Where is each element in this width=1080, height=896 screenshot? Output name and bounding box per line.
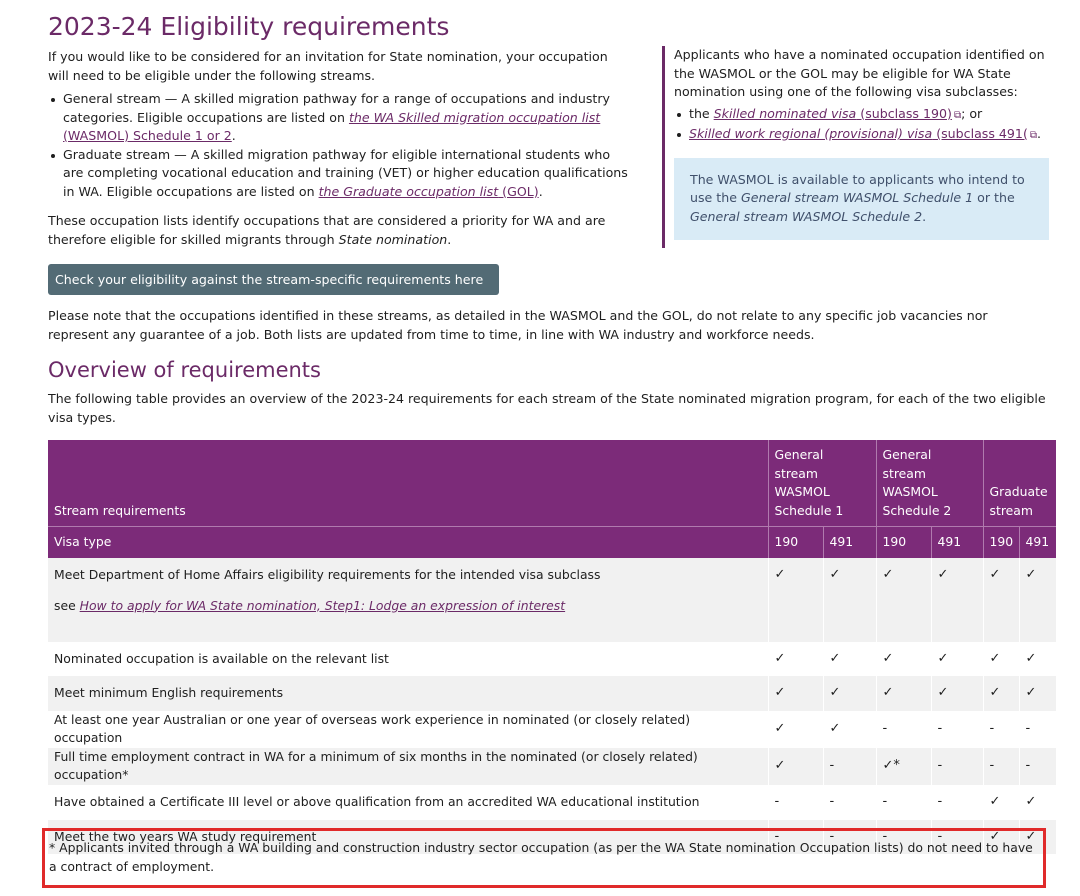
status-cell: ✓ xyxy=(876,676,931,711)
overview-intro: The following table provides an overview of the 2023-24 requirements for each stream of the State nominated migration program, for each of the two eligible visa types. xyxy=(48,391,1046,425)
visa-code: 190 xyxy=(983,527,1019,558)
intro-text: If you would like to be considered for an invitation for State nomination, your occupation will need to be eligible under the following streams. xyxy=(48,49,608,83)
status-cell: ✓ xyxy=(876,558,931,642)
table-row xyxy=(48,676,1056,711)
header-general-schedule-1: General stream WASMOL Schedule 1 xyxy=(768,440,876,527)
status-cell: ✓ xyxy=(931,676,983,711)
page-title: 2023-24 Eligibility requirements xyxy=(48,12,450,41)
status-cell: ✓ xyxy=(768,558,823,642)
status-cell: ✓ xyxy=(768,642,823,677)
requirement-cell: Meet Department of Home Affairs eligibility requirements for the intended visa subclass see How to apply for WA State nomination, Step1: Lodge an expression of interest xyxy=(48,558,768,642)
table-row xyxy=(48,642,1056,677)
stream-text: General stream — A skilled migration pathway for a range of occupations and industry categories. Eligible occupations are listed on xyxy=(63,91,610,125)
visa-code: 491 xyxy=(1019,527,1056,558)
skilled-nominated-visa-link[interactable]: Skilled nominated visa (subclass 190) xyxy=(713,105,952,121)
status-cell: ✓ xyxy=(876,642,931,677)
requirement-cell: Full time employment contract in WA for a minimum of six months in the nominated (or closely related) occupation* xyxy=(48,748,768,785)
requirements-table xyxy=(48,440,1056,854)
status-cell: ✓ xyxy=(823,558,876,642)
requirement-cell: At least one year Australian or one year of overseas work experience in nominated (or closely related) occupation xyxy=(48,711,768,748)
visa-code: 190 xyxy=(768,527,823,558)
status-cell: ✓ xyxy=(931,642,983,677)
wasmol-link[interactable]: the WA Skilled migration occupation list (WASMOL) Schedule 1 or 2 xyxy=(63,109,601,143)
list-item: the Skilled nominated visa (subclass 190) ⧉; or xyxy=(674,105,1058,126)
status-cell: - xyxy=(931,711,983,748)
skilled-regional-visa-link[interactable]: Skilled work regional (provisional) visa (subclass 491( xyxy=(689,126,1028,141)
table-row xyxy=(48,711,1056,748)
status-cell: ✓ xyxy=(983,642,1019,677)
status-cell: ✓ xyxy=(983,558,1019,642)
requirement-cell: Have obtained a Certificate III level or above qualification from an accredited WA educational institution xyxy=(48,785,768,820)
status-cell: ✓ xyxy=(823,642,876,677)
list-item: Graduate stream — A skilled migration pathway for eligible international students who are completing vocational education and training (VET) or higher education qualifications in WA. Eligible occupations are listed on the Graduate occupation list (GOL). xyxy=(48,146,628,202)
status-cell: - xyxy=(768,820,823,855)
requirement-cell: Nominated occupation is available on the relevant list xyxy=(48,642,768,677)
stream-text: Graduate stream — A skilled migration pathway for eligible international students who are completing vocational education and training (VET) or higher education qualifications in WA. Eligible occupations are listed on xyxy=(63,146,628,199)
visa-sidebar xyxy=(662,46,1058,248)
status-cell: - xyxy=(823,820,876,855)
status-cell: - xyxy=(823,748,876,785)
header-stream-requirements: Stream requirements xyxy=(48,440,768,527)
status-cell: ✓ xyxy=(983,820,1019,855)
header-general-schedule-2: General stream WASMOL Schedule 2 xyxy=(876,440,983,527)
status-cell: - xyxy=(876,820,931,855)
wasmol-callout: The WASMOL is available to applicants who intend to use the General stream WASMOL Schedule 1 or the General stream WASMOL Schedule 2. xyxy=(674,158,1049,241)
external-link-icon: ⧉ xyxy=(1029,130,1037,141)
visa-code: 190 xyxy=(876,527,931,558)
status-cell: - xyxy=(823,785,876,820)
status-cell: ✓ xyxy=(1019,642,1056,677)
status-cell: - xyxy=(1019,711,1056,748)
footnote-box: * Applicants invited through a WA building and construction industry sector occupation (as per the WA State nomination Occupation lists) do not need to have a contract of employment. xyxy=(42,828,1046,888)
status-cell: - xyxy=(768,785,823,820)
sidebar-text: Applicants who have a nominated occupation identified on the WASMOL or the GOL may be eligible for WA State nomination using one of the following visa subclasses: xyxy=(674,47,1045,99)
gol-link[interactable]: the Graduate occupation list (GOL) xyxy=(318,183,539,199)
status-cell: ✓ xyxy=(983,676,1019,711)
table-row xyxy=(48,558,1056,642)
visa-type-label: Visa type xyxy=(48,527,768,558)
status-cell: ✓ xyxy=(768,748,823,785)
requirement-cell: Meet minimum English requirements xyxy=(48,676,768,711)
intro-section xyxy=(48,48,628,249)
status-cell: ✓* xyxy=(876,748,931,785)
overview-title: Overview of requirements xyxy=(48,358,321,382)
visa-type-row xyxy=(48,527,1056,558)
visa-code: 491 xyxy=(931,527,983,558)
status-cell: ✓ xyxy=(823,711,876,748)
table-row xyxy=(48,748,1056,785)
status-cell: - xyxy=(931,748,983,785)
status-cell: ✓ xyxy=(823,676,876,711)
list-item: General stream — A skilled migration pathway for a range of occupations and industry categories. Eligible occupations are listed on the WA Skilled migration occupation list (WASMOL) Schedule 1 or 2. xyxy=(48,90,628,146)
status-cell: - xyxy=(1019,748,1056,785)
status-cell: ✓ xyxy=(1019,558,1056,642)
external-link-icon: ⧉ xyxy=(953,109,962,121)
table-row xyxy=(48,785,1056,820)
status-cell: ✓ xyxy=(768,711,823,748)
disclaimer-text: Please note that the occupations identified in these streams, as detailed in the WASMOL and the GOL, do not relate to any specific job vacancies nor represent any guarantee of a job. Both lists are updated from time to time, in line with WA industry and workforce needs. xyxy=(48,308,988,342)
header-graduate-stream: Graduate stream xyxy=(983,440,1056,527)
how-to-apply-link[interactable]: How to apply for WA State nomination, Step1: Lodge an expression of interest xyxy=(79,597,566,613)
list-item: Skilled work regional (provisional) visa (subclass 491( ⧉. xyxy=(674,125,1058,146)
status-cell: ✓ xyxy=(1019,676,1056,711)
status-cell: ✓ xyxy=(768,676,823,711)
status-cell: ✓ xyxy=(1019,820,1056,855)
status-cell: - xyxy=(876,711,931,748)
streams-list xyxy=(48,90,628,201)
status-cell: - xyxy=(876,785,931,820)
status-cell: ✓ xyxy=(983,785,1019,820)
visa-code: 491 xyxy=(823,527,876,558)
status-cell: ✓ xyxy=(1019,785,1056,820)
status-cell: ✓ xyxy=(931,558,983,642)
status-cell: - xyxy=(931,785,983,820)
status-cell: - xyxy=(931,820,983,855)
status-cell: - xyxy=(983,748,1019,785)
requirement-cell: Meet the two years WA study requirement xyxy=(48,820,768,855)
table-header-row xyxy=(48,440,1056,527)
check-eligibility-button[interactable]: Check your eligibility against the stream-specific requirements here ⋙ xyxy=(48,264,499,295)
lists-note: These occupation lists identify occupations that are considered a priority for WA and are therefore eligible for skilled migrants through State nomination. xyxy=(48,213,606,247)
status-cell: - xyxy=(983,711,1019,748)
visa-list xyxy=(674,105,1058,146)
